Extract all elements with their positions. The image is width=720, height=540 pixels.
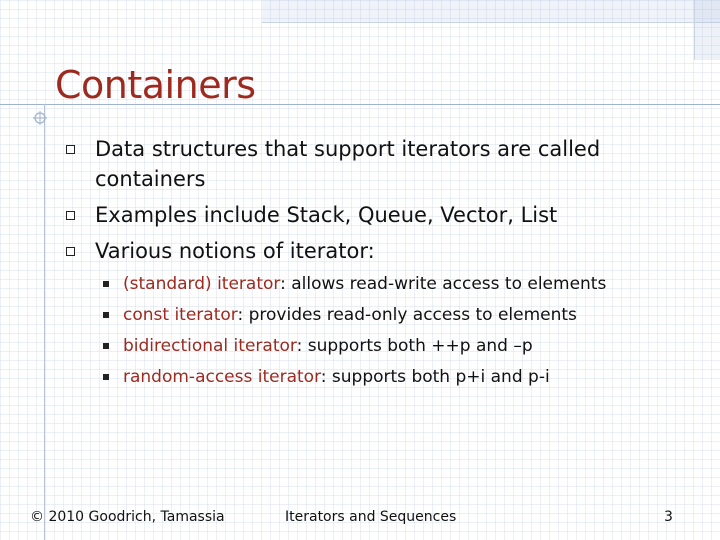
bullet-text: Examples include Stack, Queue, Vector, List	[95, 203, 558, 227]
crosshair-icon	[33, 111, 47, 125]
margin-rule	[44, 104, 45, 540]
right-decoration-band	[694, 0, 720, 60]
page-number: 3	[664, 509, 673, 525]
sub-bullet-item	[66, 303, 696, 327]
bullet-item	[66, 236, 696, 266]
footer-deck-title: Iterators and Sequences	[285, 509, 457, 525]
iterator-description: : provides read-only access to elements	[237, 305, 577, 325]
filled-square-bullet-icon	[103, 312, 109, 318]
hollow-square-bullet-icon	[66, 247, 75, 256]
iterator-description: : allows read-write access to elements	[280, 274, 607, 294]
bullet-text: Data structures that support iterators are called containers	[95, 137, 601, 191]
slide-title: Containers	[55, 63, 256, 107]
iterator-description: : supports both ++p and –p	[296, 336, 533, 356]
iterator-term: random-access iterator	[123, 367, 321, 387]
sub-bullet-list	[66, 272, 696, 389]
iterator-term: const iterator	[123, 305, 238, 325]
sub-bullet-item	[66, 272, 696, 296]
hollow-square-bullet-icon	[66, 145, 75, 154]
sub-bullet-item	[66, 365, 696, 389]
bullet-item	[66, 200, 696, 230]
footer-copyright: © 2010 Goodrich, Tamassia	[30, 509, 225, 525]
filled-square-bullet-icon	[103, 343, 109, 349]
iterator-term: (standard) iterator	[123, 274, 281, 294]
bullet-list	[66, 134, 696, 396]
bullet-item	[66, 134, 696, 194]
iterator-term: bidirectional iterator	[123, 336, 297, 356]
bullet-text: Various notions of iterator:	[95, 239, 375, 263]
hollow-square-bullet-icon	[66, 211, 75, 220]
filled-square-bullet-icon	[103, 281, 109, 287]
top-decoration-band	[262, 0, 720, 23]
iterator-description: : supports both p+i and p-i	[320, 367, 550, 387]
filled-square-bullet-icon	[103, 374, 109, 380]
sub-bullet-item	[66, 334, 696, 358]
